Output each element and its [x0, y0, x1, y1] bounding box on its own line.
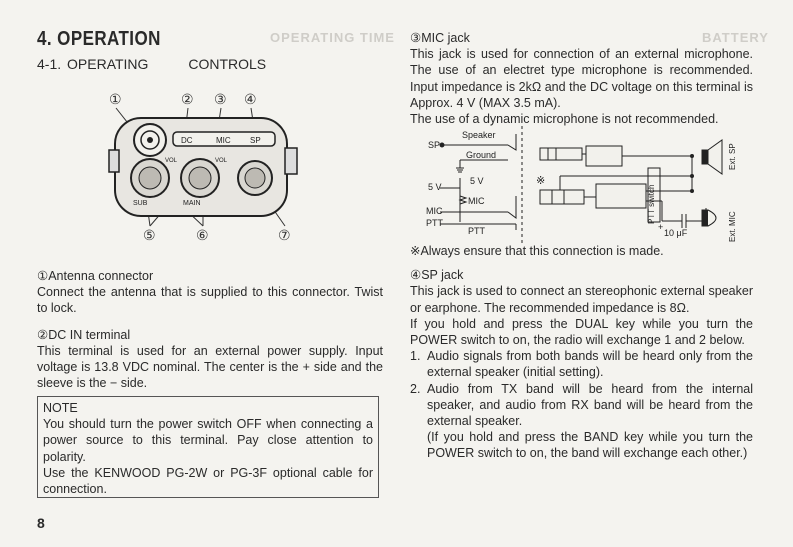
antenna-heading: ①Antenna connector — [37, 269, 154, 283]
mic-body-2: The use of a dynamic microphone is not recommended. — [410, 112, 719, 127]
subsection-word-operating: OPERATING — [67, 56, 149, 72]
sp-list-text-2: Audio from TX band will be heard from the internal speaker, and audio from RX band will be heard from the external speaker. — [427, 381, 753, 429]
callout-3: ③ — [214, 91, 227, 107]
diagram-ext-sp: Ext. SP — [728, 143, 737, 170]
panel-label-mic: MIC — [216, 136, 231, 145]
diagram-label-5v-left: 5 V — [428, 182, 442, 192]
dcin-heading: ②DC IN terminal — [37, 327, 131, 342]
subsection-title — [37, 56, 266, 72]
panel-label-vol-1: VOL — [165, 158, 178, 164]
callout-2: ② — [181, 91, 194, 107]
sp-list-text-1: Audio signals from both bands will be heard only from the external speaker (initial setting). — [427, 349, 753, 380]
note-line-1: You should turn the power switch OFF when connecting a power source to this terminal. Pay close attention to polarity. — [43, 417, 373, 464]
bleed-through-heading-left: OPERATING TIME — [270, 30, 395, 45]
diagram-label-speaker: Speaker — [462, 130, 496, 140]
diagram-plus: + — [658, 222, 664, 232]
page-number: 8 — [37, 515, 45, 531]
callout-1: ① — [109, 91, 122, 107]
subsection-number: 4-1. — [37, 56, 62, 72]
panel-label-vol-2: VOL — [215, 158, 228, 164]
diagram-label-mic-center: MIC — [468, 196, 485, 206]
note-line-2: Use the KENWOOD PG-2W or PG-3F optional cable for connection. — [43, 465, 373, 497]
sp-list-item-2 — [410, 381, 753, 430]
sp-list-num-1: 1. — [410, 349, 421, 364]
note-label: NOTE — [43, 401, 78, 415]
callout-7: ⑦ — [278, 227, 291, 243]
sp-list-num-2: 2. — [410, 381, 421, 396]
dcin-body: This terminal is used for an external power supply. Input voltage is 13.8 VDC nominal. The center is the + side and the sleeve is the − side. — [37, 343, 383, 391]
diagram-label-ptt-left: PTT — [426, 218, 443, 228]
diagram-label-ptt-center: PTT — [468, 226, 485, 236]
sp-paren-note: (If you hold and press the BAND key while you turn the POWER switch to on, the band will exchange each other.) — [427, 430, 753, 461]
antenna-body: Connect the antenna that is supplied to this connector. Twist to lock. — [37, 285, 383, 316]
mic-body: This jack is used for connection of an external microphone. The use of an electret type microphone is recommended. Input impedance is 2kΩ and the DC voltage on this terminal is Approx. 4 V (MAX 3.5 mA). — [410, 47, 753, 110]
section-title: 4. OPERATION — [37, 28, 161, 50]
diagram-label-mic-left: MIC — [426, 206, 443, 216]
subsection-word-controls: CONTROLS — [188, 56, 267, 72]
diagram-asterisk: ※ — [536, 175, 546, 187]
diagram-ptt-switch: PTT switch — [647, 184, 656, 224]
note-box — [37, 396, 379, 498]
bleed-through-heading-right: BATTERY — [702, 30, 769, 45]
diagram-ext-mic: Ext. MIC — [728, 211, 737, 242]
diagram-label-ground: Ground — [466, 150, 497, 160]
callout-5: ⑤ — [143, 227, 156, 243]
panel-label-sub: SUB — [133, 200, 148, 207]
radio-top-panel-figure — [95, 88, 310, 250]
panel-label-dc: DC — [181, 136, 193, 145]
sp-list — [410, 348, 753, 429]
callout-4: ④ — [244, 91, 257, 107]
callout-6: ⑥ — [196, 227, 209, 243]
mic-heading: ③MIC jack — [410, 31, 470, 45]
sp-list-item-1 — [410, 348, 753, 380]
sp-heading: ④SP jack — [410, 268, 464, 283]
always-note: ※Always ensure that this connection is made. — [410, 244, 664, 258]
diagram-label-sp: SP — [428, 140, 441, 150]
diagram-label-5v-center: 5 V — [470, 176, 484, 186]
connection-diagram — [410, 126, 755, 244]
panel-label-main: MAIN — [183, 200, 201, 207]
sp-body-2: If you hold and press the DUAL key while you turn the POWER switch to on, the radio will exchange 1 and 2 below. — [410, 316, 753, 348]
diagram-cap: 10 μF — [664, 228, 688, 238]
panel-label-sp: SP — [250, 136, 261, 145]
sp-body: This jack is used to connect an stereophonic external speaker or earphone. The recommended impedance is 8Ω. — [410, 284, 753, 315]
